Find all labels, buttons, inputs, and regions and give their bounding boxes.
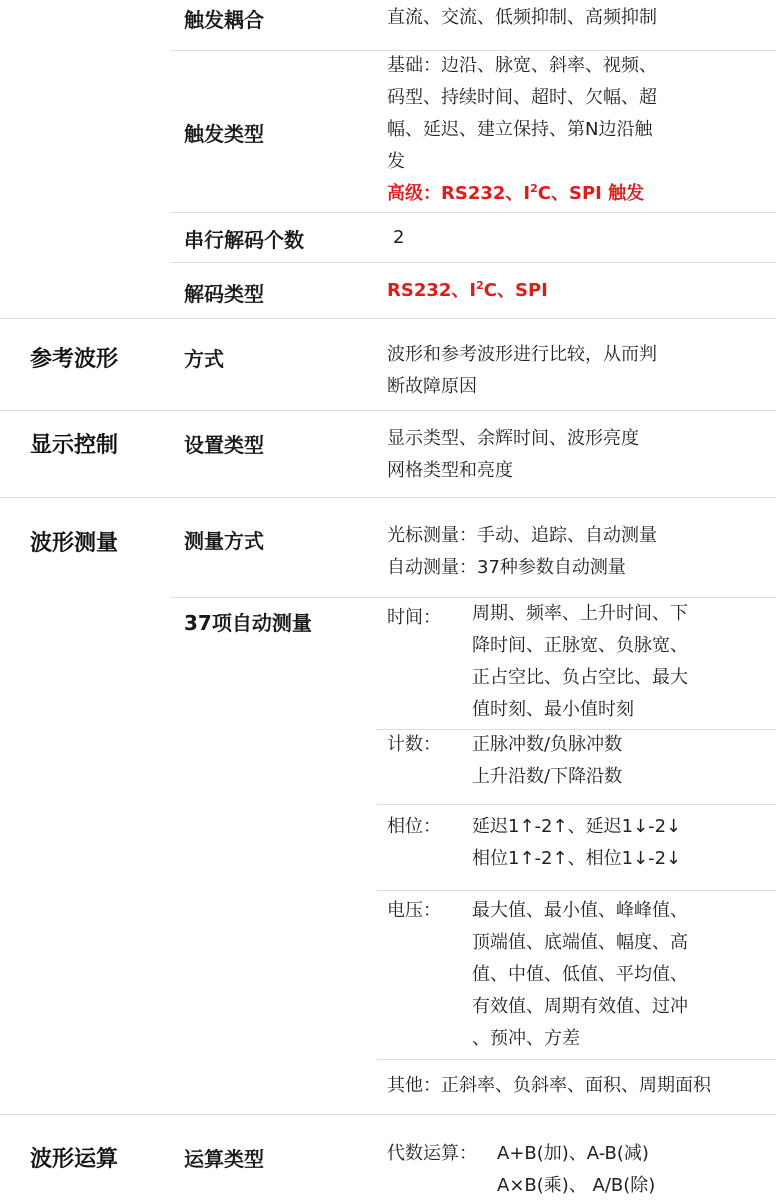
voltage-line: 顶端值、底端值、幅度、高 <box>472 932 688 953</box>
time-line: 周期、频率、上升时间、下 <box>472 603 688 624</box>
phase-line: 相位1↑-2↑、相位1↓-2↓ <box>472 848 682 869</box>
measure-method-line: 光标测量：手动、追踪、自动测量 <box>387 525 657 546</box>
value-reference-method <box>387 339 657 403</box>
voltage-line: 、预冲、方差 <box>472 1028 580 1049</box>
trigger-type-line: 码型、持续时间、超时、欠幅、超 <box>387 87 657 108</box>
auto-other: 其他：正斜率、负斜率、面积、周期面积 <box>387 1075 711 1096</box>
auto-time-key: 时间： <box>387 607 441 628</box>
divider <box>0 497 776 498</box>
auto-time-values <box>472 598 688 726</box>
voltage-line: 最大值、最小值、峰峰值、 <box>472 900 688 921</box>
value-trigger-coupling: 直流、交流、低频抑制、高频抑制 <box>387 7 657 28</box>
category-waveform-measurement: 波形测量 <box>30 531 119 556</box>
value-display-settings <box>387 423 639 487</box>
divider <box>377 1059 776 1060</box>
divider <box>170 262 776 263</box>
voltage-line: 值、中值、低值、平均值、 <box>472 964 688 985</box>
divider <box>170 212 776 213</box>
display-line: 网格类型和亮度 <box>387 460 513 481</box>
phase-line: 延迟1↑-2↑、延迟1↓-2↓ <box>472 816 682 837</box>
math-key: 代数运算： <box>387 1143 477 1164</box>
label-trigger-type: 触发类型 <box>184 122 264 146</box>
category-waveform-math: 波形运算 <box>30 1147 119 1172</box>
label-serial-decode-count: 串行解码个数 <box>184 228 304 252</box>
math-line: A+B(加)、A-B(减) <box>497 1143 649 1164</box>
value-decode-type: RS232、$I^2C$、SPI <box>387 279 548 301</box>
count-line: 正脉冲数/负脉冲数 <box>472 734 623 755</box>
label-math-type: 运算类型 <box>184 1147 264 1171</box>
math-line: A×B(乘)、 A/B(除) <box>497 1175 656 1196</box>
trigger-type-line: 基础：边沿、脉宽、斜率、视频、 <box>387 55 657 76</box>
auto-voltage-key: 电压： <box>387 900 441 921</box>
measure-method-line: 自动测量：37种参数自动测量 <box>387 557 626 578</box>
auto-phase-key: 相位： <box>387 816 441 837</box>
label-trigger-coupling: 触发耦合 <box>184 8 264 32</box>
trigger-type-line: 幅、延迟、建立保持、第N边沿触 <box>387 119 653 140</box>
label-reference-method: 方式 <box>184 347 224 371</box>
time-line: 正占空比、负占空比、最大 <box>472 667 688 688</box>
trigger-type-advanced: 高级：RS232、$I^2C$、SPI 触发 <box>387 182 645 204</box>
divider <box>0 410 776 411</box>
label-auto-measure: 37项自动测量 <box>184 611 312 635</box>
auto-count-key: 计数： <box>387 734 441 755</box>
auto-phase-values <box>472 811 681 875</box>
value-serial-decode-count: 2 <box>393 227 405 248</box>
trigger-type-line: 发 <box>387 151 405 172</box>
reference-line: 波形和参考波形进行比较，从而判 <box>387 344 657 365</box>
divider <box>0 318 776 319</box>
label-decode-type: 解码类型 <box>184 282 264 306</box>
math-values <box>497 1138 655 1202</box>
label-measure-method: 测量方式 <box>184 529 264 553</box>
voltage-line: 有效值、周期有效值、过冲 <box>472 996 688 1017</box>
auto-count-values <box>472 729 622 793</box>
category-reference-waveform: 参考波形 <box>30 347 119 372</box>
reference-line: 断故障原因 <box>387 376 477 397</box>
label-display-settings: 设置类型 <box>184 433 264 457</box>
divider <box>0 1114 776 1115</box>
count-line: 上升沿数/下降沿数 <box>472 766 623 787</box>
auto-voltage-values <box>472 895 688 1055</box>
category-display-control: 显示控制 <box>30 433 119 458</box>
divider <box>377 804 776 805</box>
display-line: 显示类型、余辉时间、波形亮度 <box>387 428 639 449</box>
value-measure-method <box>387 520 657 584</box>
time-line: 降时间、正脉宽、负脉宽、 <box>472 635 688 656</box>
value-trigger-type <box>387 50 657 210</box>
divider <box>377 890 776 891</box>
time-line: 值时刻、最小值时刻 <box>472 699 634 720</box>
